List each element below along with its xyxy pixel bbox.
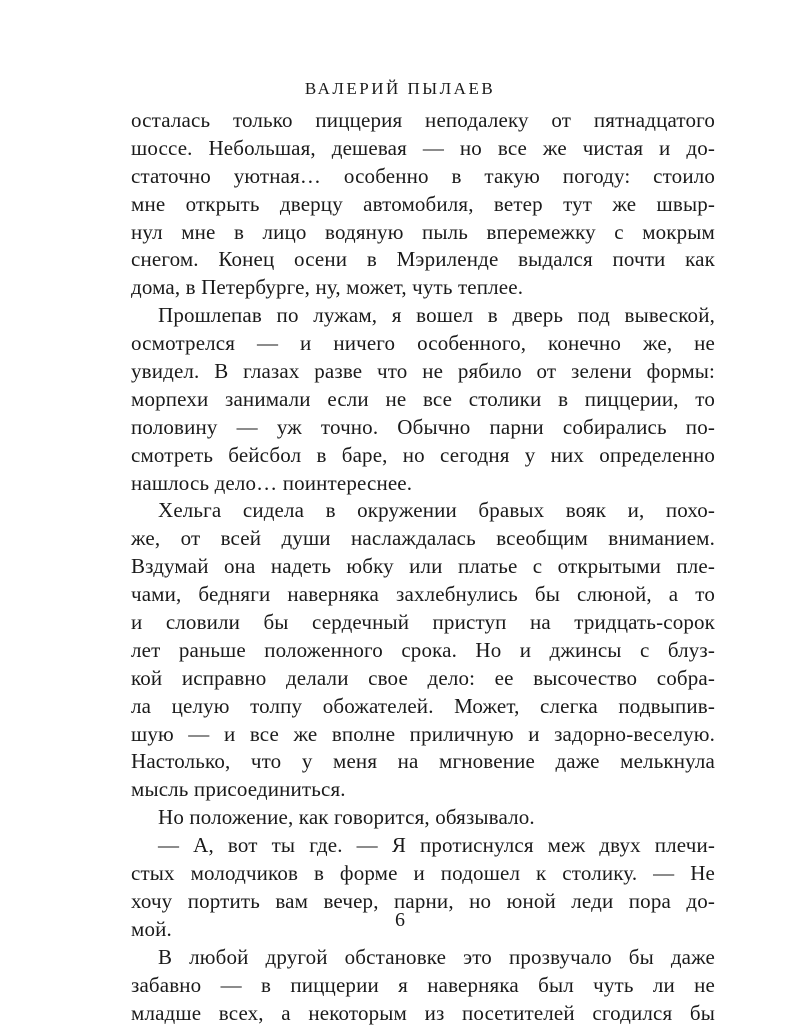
text-line: Прошлепав по лужам, я вошел в дверь под вывеской, [131,302,715,330]
text-line: снегом. Конец осени в Мэриленде выдался почти как [131,246,715,274]
text-line: осмотрелся — и ничего особенного, конечно же, не [131,330,715,358]
text-line: шоссе. Небольшая, дешевая — но все же чистая и до- [131,135,715,163]
text-line: шую — и все же вполне приличную и задорно-веселую. [131,721,715,749]
text-line: кой исправно делали свое дело: ее высочество собра- [131,665,715,693]
text-line: и словили бы сердечный приступ на тридцать-сорок [131,609,715,637]
text-line: Хельга сидела в окружении бравых вояк и, похо- [131,497,715,525]
text-line: смотреть бейсбол в баре, но сегодня у них определенно [131,442,715,470]
text-line: Настолько, что у меня на мгновение даже мелькнула [131,748,715,776]
text-line: осталась только пиццерия неподалеку от пятнадцатого [131,107,715,135]
text-line: стых молодчиков в форме и подошел к столику. — Не [131,860,715,888]
text-line: Вздумай она надеть юбку или платье с открытыми пле- [131,553,715,581]
text-line: забавно — в пиццерии я наверняка был чуть ли не [131,972,715,1000]
text-line: морпехи занимали если не все столики в пиццерии, то [131,386,715,414]
text-line: — А, вот ты где. — Я протиснулся меж двух плечи- [131,832,715,860]
text-line: мысль присоединиться. [131,776,715,804]
body-text [131,107,715,1027]
page-number: 6 [0,908,800,932]
text-line: увидел. В глазах разве что не рябило от зелени формы: [131,358,715,386]
text-line: статочно уютная… особенно в такую погоду: стоило [131,163,715,191]
text-line: младше всех, а некоторым из посетителей сгодился бы [131,1000,715,1027]
text-line: В любой другой обстановке это прозвучало бы даже [131,944,715,972]
text-line: чами, бедняги наверняка захлебнулись бы слюной, а то [131,581,715,609]
text-line: же, от всей души наслаждалась всеобщим вниманием. [131,525,715,553]
text-line: лет раньше положенного срока. Но и джинсы с блуз- [131,637,715,665]
text-line: хочу портить вам вечер, парни, но юной леди пора до- [131,888,715,916]
text-line: нашлось дело… поинтереснее. [131,470,715,498]
text-line: мой. [131,916,715,944]
text-line: ла целую толпу обожателей. Может, слегка подвыпив- [131,693,715,721]
text-line: половину — уж точно. Обычно парни собирались по- [131,414,715,442]
text-line: мне открыть дверцу автомобиля, ветер тут же швыр- [131,191,715,219]
text-line: нул мне в лицо водяную пыль вперемежку с мокрым [131,219,715,247]
text-line: Но положение, как говорится, обязывало. [131,804,715,832]
text-line: дома, в Петербурге, ну, может, чуть теплее. [131,274,715,302]
running-head: ВАЛЕРИЙ ПЫЛАЕВ [0,78,800,100]
